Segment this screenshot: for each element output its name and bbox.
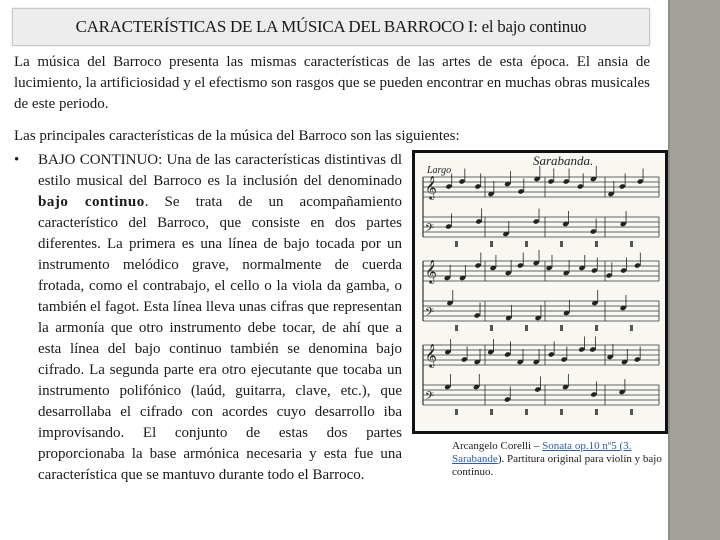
- caption-line: [452, 440, 672, 479]
- svg-text:𝄢: 𝄢: [425, 222, 435, 238]
- sheet-music-illustration: [415, 153, 665, 431]
- score-tempo: Largo: [427, 165, 452, 176]
- slide-title-box: [12, 8, 650, 46]
- svg-text:𝄢: 𝄢: [425, 306, 435, 322]
- caption-suffix: ). Partitura original para violín y bajo continuo.: [452, 453, 662, 478]
- svg-text:𝄞: 𝄞: [425, 175, 437, 199]
- caption-prefix: Arcangelo Corelli –: [452, 440, 543, 452]
- svg-text:𝄞: 𝄞: [425, 259, 437, 283]
- score-image: [412, 150, 668, 434]
- bullet-text: [38, 150, 402, 486]
- bullet-text-part-1: BAJO CONTINUO: Una de las características distintivas dl estilo musical del Barroco es la inclusión del denominado: [38, 152, 402, 189]
- list-heading: Las principales características de la música del Barroco son las siguientes:: [14, 128, 460, 144]
- bullet-icon: •: [14, 152, 20, 168]
- intro-paragraph: La música del Barroco presenta las mismas características de las artes de esta época. El ansia de lucimiento, la artificiosidad y el efectismo son rasgos que se pueden encontrar en muchas obras musicales de este periodo.: [14, 54, 650, 112]
- svg-text:𝄢: 𝄢: [425, 390, 435, 406]
- bullet-bold-term: bajo continuo: [38, 194, 145, 210]
- image-caption: [452, 440, 672, 479]
- svg-text:𝄞: 𝄞: [425, 343, 437, 367]
- caption-link[interactable]: Sonata op.10 nº5 (3. Sarabande: [452, 440, 632, 465]
- slide-title: CARACTERÍSTICAS DE LA MÚSICA DEL BARROCO I: el bajo continuo: [75, 17, 587, 36]
- score-title: Sarabanda.: [533, 153, 594, 168]
- bullet-text-part-2: . Se trata de un acompañamiento característico del Barroco, que consiste en dos partes diferentes. La primera es una línea de bajo tocada por un instrumento melódico grave, normalmente de cuerda frotada, como el contrabajo, el cello o la viola da gamba, o también el fagot. Esta línea lleva unas cifras que representan la armonía que otro instrumento debe tocar, de ahí que a esta línea del bajo continuo también se denomina bajo cifrado. La segunda parte era otro ejecutante que tocaba un instrumento polifónico (laúd, guitarra, clave, etc.), que desarrollaba el cifrado con acordes cuyo desarrollo iba improvisando. El conjunto de estas dos partes proporcionaba la base armónica necesaria y esta fue una característica que se mantuvo durante todo el Barroco.: [38, 194, 402, 483]
- bullet-bajo-continuo: [14, 150, 402, 486]
- score-staves: [423, 166, 659, 415]
- decorative-side-bar: [668, 0, 720, 540]
